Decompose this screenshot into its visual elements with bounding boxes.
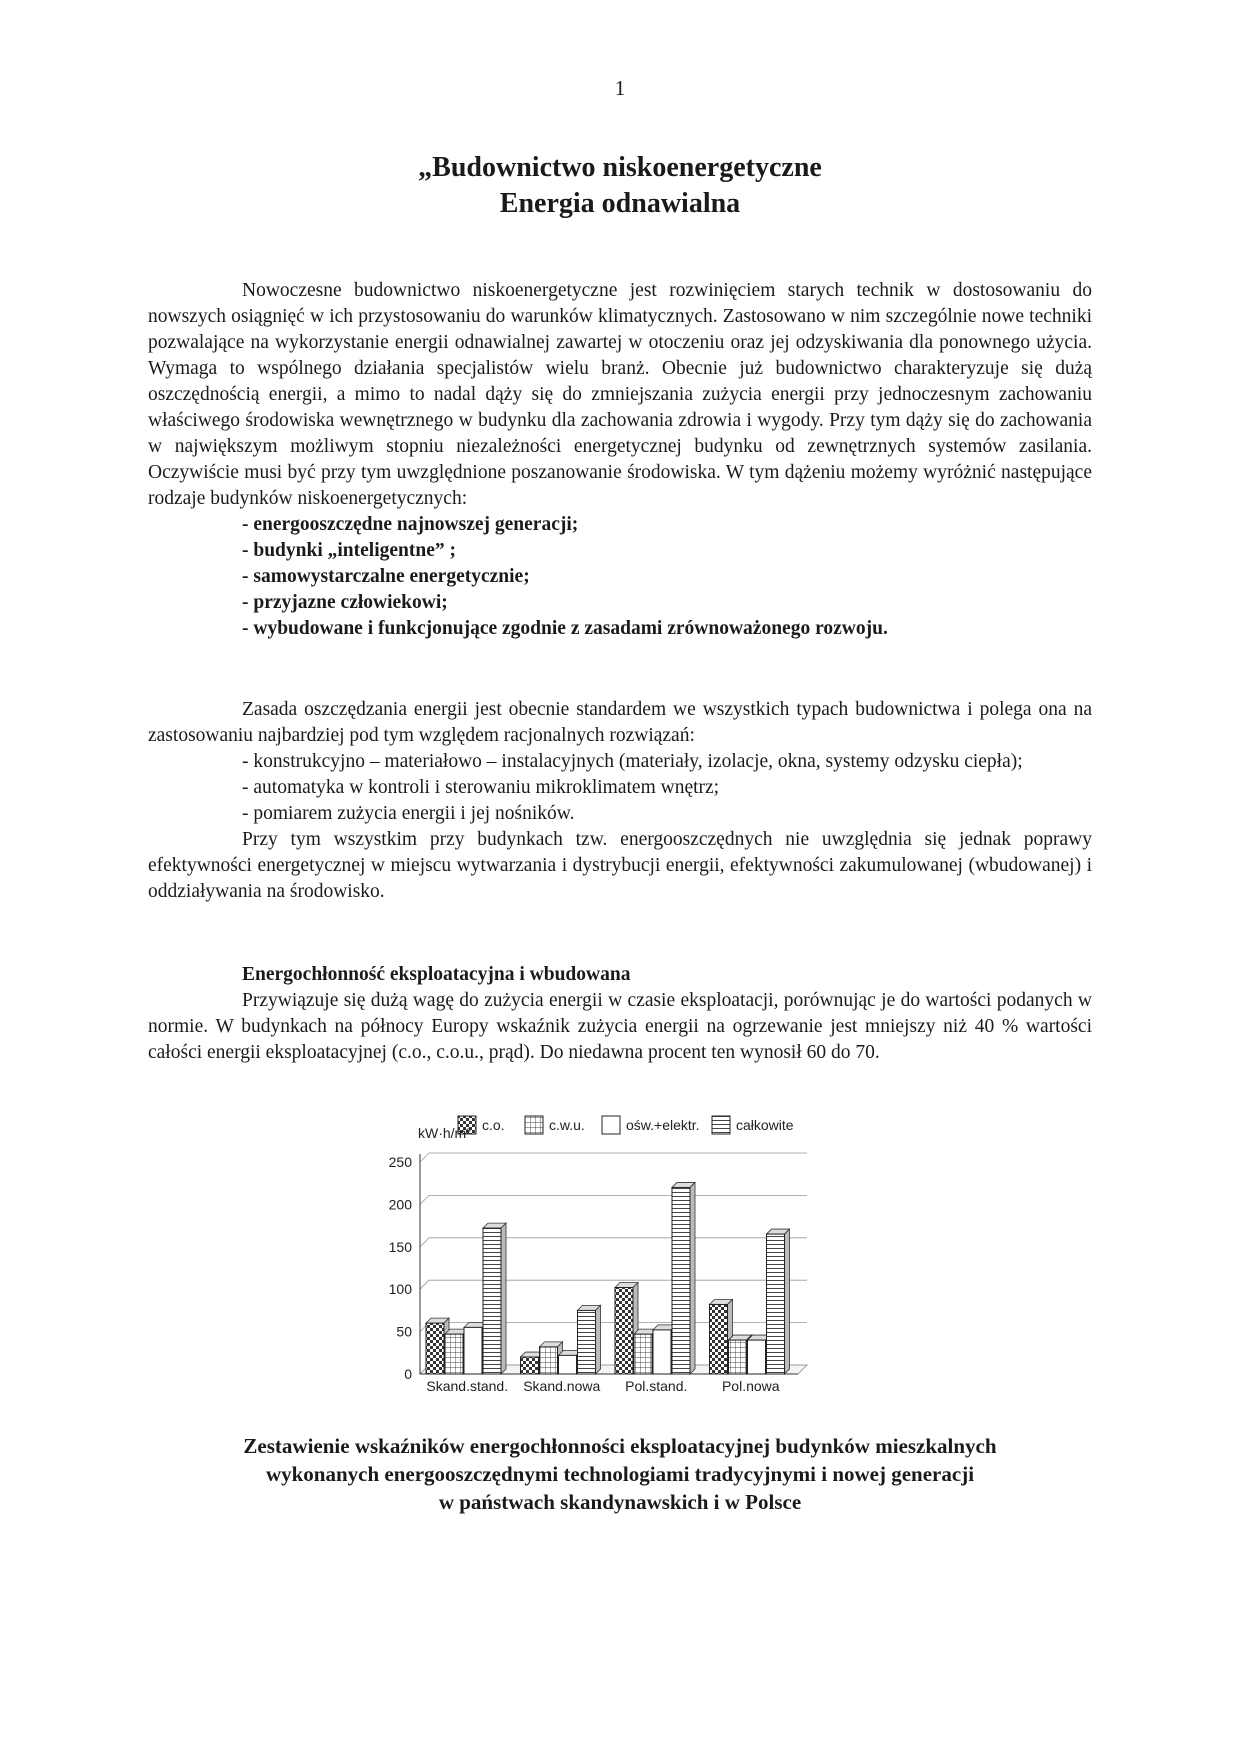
bar: [634, 1334, 652, 1374]
bar: [483, 1228, 501, 1374]
bar: [578, 1310, 596, 1374]
legend-label: ośw.+elektr.: [626, 1117, 700, 1133]
legend-swatch: [712, 1116, 730, 1134]
list-item: - przyjazne człowiekowi;: [242, 592, 448, 613]
list-item: - automatyka w kontroli i sterowaniu mikroklimatem wnętrz;: [242, 777, 720, 798]
bar: [521, 1357, 539, 1374]
bar-side: [596, 1305, 601, 1374]
y-tick-label: 150: [388, 1238, 412, 1255]
y-tick-label: 100: [388, 1281, 412, 1298]
legend-swatch: [525, 1116, 543, 1134]
savings-closing: Przy tym wszystkim przy budynkach tzw. energooszczędnych nie uwzględnia się jednak poprawy efektywności energetycznej w miejscu wytwarzania i dystrybucji energii, efektywności zakumulowanej (wbudowanej) i oddziaływania na środowisko.: [148, 829, 1092, 902]
bar-chart: [370, 1112, 950, 1417]
x-tick-label: Pol.nowa: [721, 1378, 780, 1394]
list-item: - energooszczędne najnowszej generacji;: [242, 514, 579, 535]
energy-chart: [370, 1112, 950, 1417]
bar: [729, 1340, 747, 1374]
legend-label: c.o.: [482, 1117, 505, 1133]
y-tick-label: 50: [396, 1323, 412, 1340]
section-heading: Energochłonność eksploatacyjna i wbudowana: [242, 964, 631, 985]
list-item: - pomiarem zużycia energii i jej nośników.: [242, 803, 575, 824]
gridline-depth: [420, 1280, 429, 1289]
x-tick-label: Pol.stand.: [625, 1378, 688, 1394]
savings-section: [148, 697, 1092, 905]
bar: [672, 1187, 690, 1374]
caption-line-3: w państwach skandynawskich i w Polsce: [438, 1490, 802, 1514]
title-line-2: Energia odnawialna: [499, 188, 741, 219]
building-types-list: [148, 512, 1092, 642]
savings-paragraph: Zasada oszczędzania energii jest obecnie standardem we wszystkich typach budownictwa i polega ona na zastosowaniu najbardziej pod tym względem racjonalnych rozwiązań:: [148, 699, 1092, 746]
bar-side: [785, 1229, 790, 1374]
section-paragraph: Przywiązuje się dużą wagę do zużycia energii w czasie eksploatacji, porównując je do wartości podanych w normie. W budynkach na północy Europy wskaźnik zużycia energii na ogrzewanie jest mniejszy niż 40 % wartości całości energii eksploatacyjnej (c.o., c.o.u., prąd). Do niedawna procent ten wynosił 60 do 70.: [148, 990, 1092, 1063]
savings-list: [148, 749, 1092, 827]
bar: [767, 1234, 785, 1374]
bar: [748, 1340, 766, 1374]
caption-line-2: wykonanych energooszczędnymi technologiami tradycyjnymi i nowej generacji: [265, 1462, 975, 1486]
bar: [559, 1355, 577, 1374]
chart-legend: [458, 1116, 794, 1134]
legend-label: c.w.u.: [549, 1117, 585, 1133]
bar: [615, 1288, 633, 1374]
y-tick-label: 0: [404, 1366, 412, 1382]
bar: [540, 1347, 558, 1374]
bar: [464, 1327, 482, 1374]
caption-line-1: Zestawienie wskaźników energochłonności eksploatacyjnej budynków mieszkalnych: [243, 1434, 997, 1458]
bar: [445, 1334, 463, 1374]
page-title: [0, 150, 1240, 222]
legend-swatch: [602, 1116, 620, 1134]
intro-section: [148, 278, 1092, 642]
bar: [426, 1323, 444, 1374]
bar-side: [501, 1223, 506, 1374]
bar: [710, 1304, 728, 1374]
figure-caption: [0, 1432, 1240, 1516]
y-axis-label: kW·h/m²: [418, 1125, 471, 1141]
page-number: 1: [614, 76, 626, 100]
gridline-depth: [420, 1195, 429, 1204]
y-tick-label: 250: [388, 1154, 412, 1170]
y-tick-label: 200: [388, 1196, 412, 1213]
list-item: - wybudowane i funkcjonujące zgodnie z zasadami zrównoważonego rozwoju.: [242, 618, 888, 639]
bar-side: [690, 1182, 695, 1374]
energy-section: [148, 962, 1092, 1066]
gridline-depth: [420, 1238, 429, 1247]
intro-paragraph: Nowoczesne budownictwo niskoenergetyczne jest rozwinięciem starych technik w dostosowaniu do nowszych osiągnięć w ich przystosowaniu do warunków klimatycznych. Zastosowano w nim szczególnie nowe techniki pozwalające na wykorzystanie energii odnawialnej zawartej w otoczeniu oraz jej odzyskiwania dla ponownego użycia. Wymaga to wspólnego działania specjalistów wielu branż. Obecnie już budownictwo charakteryzuje się dużą oszczędnością energii, a mimo to nadal dąży się do zmniejszania zużycia energii przy jednoczesnym zachowaniu właściwego środowiska wewnętrznego w budynku dla zachowania zdrowia i wygody. Przy tym dąży się do zachowania w największym możliwym stopniu niezależności energetycznej budynku od zewnętrznych systemów zasilania. Oczywiście musi być przy tym uwzględnione poszanowanie środowiska. W tym dążeniu możemy wyróżnić następujące rodzaje budynków niskoenergetycznych:: [148, 280, 1092, 509]
chart-plot-area: [389, 1153, 807, 1394]
list-item: - budynki „inteligentne” ;: [242, 540, 456, 561]
title-line-1: „Budownictwo niskoenergetyczne: [418, 152, 822, 183]
list-item: - konstrukcyjno – materiałowo – instalacyjnych (materiały, izolacje, okna, systemy odzysku ciepła);: [242, 751, 1023, 772]
list-item: - samowystarczalne energetycznie;: [242, 566, 530, 587]
bar: [653, 1330, 671, 1374]
x-tick-label: Skand.nowa: [523, 1378, 601, 1394]
gridline-depth: [420, 1153, 429, 1162]
legend-label: całkowite: [736, 1117, 794, 1133]
x-tick-label: Skand.stand.: [426, 1378, 509, 1394]
